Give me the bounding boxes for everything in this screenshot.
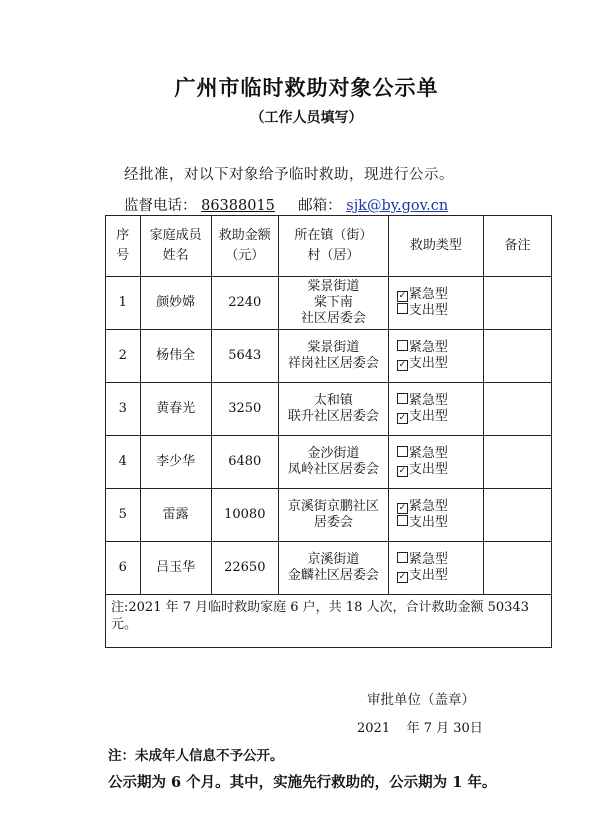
row-type [388, 330, 483, 383]
emergency-option [397, 287, 481, 303]
expense-option [397, 515, 481, 531]
location-line: 祥岗社区居委会 [287, 356, 379, 371]
email-link[interactable]: sjk@by.gov.cn [346, 198, 449, 214]
emergency-option [397, 446, 481, 462]
empty-box-icon[interactable] [397, 515, 408, 526]
row-location [278, 383, 388, 436]
contact-line [124, 194, 448, 215]
phone-number: 86388015 [201, 198, 275, 214]
table-row [106, 277, 552, 330]
row-index: 6 [106, 542, 141, 595]
row-name: 李少华 [140, 436, 211, 489]
emergency-label: 紧急型 [408, 393, 448, 408]
emergency-option [397, 393, 481, 409]
email-label: 邮箱： [298, 198, 342, 214]
location-line: 棠景街道 [307, 279, 360, 294]
row-index: 3 [106, 383, 141, 436]
empty-box-icon[interactable] [397, 340, 408, 351]
emergency-label: 紧急型 [408, 499, 448, 514]
emergency-label: 紧急型 [408, 340, 448, 355]
header-type: 救助类型 [388, 216, 483, 277]
row-type [388, 277, 483, 330]
row-type [388, 489, 483, 542]
table-header-row [106, 216, 552, 277]
row-index: 1 [106, 277, 141, 330]
location-line: 联升社区居委会 [287, 409, 379, 424]
emergency-option [397, 340, 481, 356]
header-name: 家庭成员姓名 [140, 216, 211, 277]
row-remarks [483, 330, 551, 383]
row-remarks [483, 542, 551, 595]
checked-box-icon[interactable]: ✓ [398, 572, 407, 582]
row-location [278, 436, 388, 489]
expense-label: 支出型 [408, 515, 448, 530]
row-location [278, 330, 388, 383]
expense-label: 支出型 [408, 303, 448, 318]
location-line: 太和镇 [313, 393, 353, 408]
location-line: 居委会 [313, 515, 353, 530]
table-row [106, 330, 552, 383]
row-amount: 5643 [211, 330, 278, 383]
location-line: 金麟社区居委会 [287, 568, 379, 583]
row-index: 4 [106, 436, 141, 489]
location-line: 凤岭社区居委会 [287, 462, 379, 477]
location-line: 棠下南 [313, 295, 353, 310]
row-name: 杨伟全 [140, 330, 211, 383]
table-row [106, 542, 552, 595]
row-remarks [483, 277, 551, 330]
expense-label: 支出型 [408, 462, 448, 477]
row-amount: 10080 [211, 489, 278, 542]
row-location [278, 277, 388, 330]
row-name: 黄春光 [140, 383, 211, 436]
empty-box-icon[interactable] [397, 552, 408, 563]
expense-option [397, 356, 481, 372]
emergency-option [397, 552, 481, 568]
expense-option [397, 462, 481, 478]
table-note: 注:2021 年 7 月临时救助家庭 6 户，共 18 人次，合计救助金额 50343 元。 [106, 595, 552, 648]
expense-label: 支出型 [408, 568, 448, 583]
row-name: 雷露 [140, 489, 211, 542]
header-location: 所在镇（街）村（居） [278, 216, 388, 277]
table-row [106, 436, 552, 489]
checked-box-icon[interactable]: ✓ [398, 291, 407, 301]
row-name: 吕玉华 [140, 542, 211, 595]
empty-box-icon[interactable] [397, 446, 408, 457]
row-index: 5 [106, 489, 141, 542]
table-row [106, 489, 552, 542]
expense-label: 支出型 [408, 409, 448, 424]
row-amount: 2240 [211, 277, 278, 330]
row-amount: 3250 [211, 383, 278, 436]
expense-option [397, 568, 481, 584]
location-line: 京溪街道 [307, 552, 360, 567]
checked-box-icon[interactable]: ✓ [398, 360, 407, 370]
expense-label: 支出型 [408, 356, 448, 371]
row-remarks [483, 489, 551, 542]
intro-text: 经批准，对以下对象给予临时救助，现进行公示。 [124, 167, 454, 183]
emergency-label: 紧急型 [408, 552, 448, 567]
minor-info-note: 注：未成年人信息不予公开。 [108, 748, 284, 764]
emergency-option [397, 499, 481, 515]
emergency-label: 紧急型 [408, 287, 448, 302]
header-index: 序号 [106, 216, 141, 277]
row-index: 2 [106, 330, 141, 383]
location-line: 棠景街道 [307, 340, 360, 355]
expense-option [397, 303, 481, 319]
location-line: 社区居委会 [300, 311, 366, 326]
checked-box-icon[interactable]: ✓ [398, 503, 407, 513]
relief-table [105, 215, 552, 648]
table-row [106, 383, 552, 436]
row-remarks [483, 383, 551, 436]
header-remarks: 备注 [483, 216, 551, 277]
location-line: 金沙街道 [307, 446, 360, 461]
row-type [388, 383, 483, 436]
approval-unit: 审批单位（盖章） [367, 692, 475, 708]
empty-box-icon[interactable] [397, 393, 408, 404]
row-amount: 6480 [211, 436, 278, 489]
approval-date: 2021 年 7 月 30日 [357, 721, 483, 736]
location-line: 京溪街京鹏社区 [287, 499, 379, 514]
row-location [278, 489, 388, 542]
page-title: 广州市临时救助对象公示单 [174, 75, 439, 100]
expense-option [397, 409, 481, 425]
empty-box-icon[interactable] [397, 303, 408, 314]
row-remarks [483, 436, 551, 489]
row-amount: 22650 [211, 542, 278, 595]
checked-box-icon[interactable]: ✓ [398, 413, 407, 423]
header-amount: 救助金额（元） [211, 216, 278, 277]
publicity-period-note: 公示期为 6 个月。其中，实施先行救助的，公示期为 1 年。 [108, 774, 497, 791]
page-subtitle: （工作人员填写） [250, 110, 363, 126]
row-type [388, 542, 483, 595]
row-name: 颜妙嫦 [140, 277, 211, 330]
row-location [278, 542, 388, 595]
row-type [388, 436, 483, 489]
emergency-label: 紧急型 [408, 446, 448, 461]
checked-box-icon[interactable]: ✓ [398, 466, 407, 476]
phone-label: 监督电话： [124, 198, 197, 214]
